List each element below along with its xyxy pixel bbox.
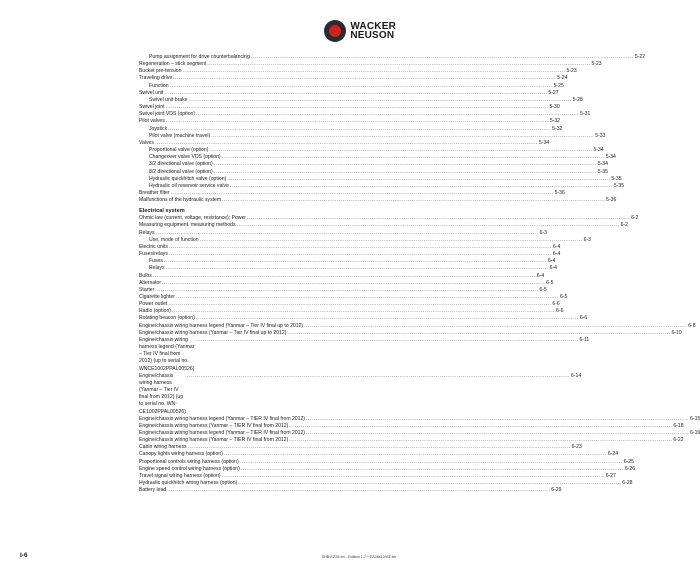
- toc-entry[interactable]: [139, 472, 616, 480]
- toc-entry-page: 5-24: [557, 75, 568, 82]
- toc-entry-page: 6-5: [560, 294, 568, 300]
- toc-leader-dots: [189, 97, 572, 104]
- toc-entry-title: Breather filter: [139, 189, 170, 196]
- toc-entry-title: Power outlet: [139, 301, 168, 308]
- toc-entry-page: 6-26: [624, 465, 636, 472]
- toc-entry-page: 6-14: [570, 372, 582, 379]
- toc-entry-page: 5-23: [591, 61, 602, 68]
- toc-entry[interactable]: [139, 82, 564, 90]
- toc-entry-title: Hydraulic quickhitch wiring harness (option): [139, 480, 238, 487]
- toc-entry-title: 3/2 directional valve (option): [149, 161, 213, 168]
- toc-entry-title: Joystick: [149, 125, 168, 132]
- toc-leader-dots: [196, 315, 579, 322]
- toc-entry-page: 6-8: [688, 322, 696, 329]
- toc-leader-dots: [171, 190, 554, 197]
- toc-entry[interactable]: [139, 444, 582, 451]
- toc-leader-dots: [155, 140, 538, 147]
- toc-entry-page: 6-22: [673, 437, 684, 444]
- toc-entry[interactable]: [139, 222, 628, 229]
- toc-entry-page: 5-27: [548, 89, 559, 96]
- toc-leader-dots: [227, 176, 610, 183]
- toc-entry-title: Swivel unit brake: [149, 96, 188, 103]
- toc-entry-page: 5-30: [549, 104, 560, 111]
- toc-entry[interactable]: [139, 154, 616, 161]
- toc-entry-title: Engine/chassis wiring harness (Yanmar – TIER IV final from 2012): [139, 422, 289, 429]
- toc-entry-page: 6-5: [539, 286, 547, 293]
- toc-entry[interactable]: [139, 429, 700, 437]
- toc-leader-dots: [173, 75, 556, 82]
- toc-entry-page: 6-29: [551, 487, 562, 494]
- toc-leader-dots: [167, 487, 550, 494]
- toc-entry-page: 6-11: [579, 336, 590, 343]
- toc-section-hydraulic: [139, 54, 646, 204]
- toc-entry-title: Proportional controls wiring harness (option): [139, 458, 239, 465]
- toc-leader-dots: [214, 169, 597, 176]
- toc-entry-title: Regeneration – stick segment: [139, 61, 207, 68]
- toc-entry-title: Engine/chassis wiring harness legend (Yanmar – Tier IV final up to 2012): [139, 322, 304, 329]
- toc-leader-dots: [166, 118, 549, 125]
- toc-leader-dots: [207, 61, 590, 68]
- toc-entry-page: 5-32: [552, 125, 563, 132]
- toc-entry[interactable]: [139, 132, 606, 140]
- toc-entry-title: Alternator: [139, 279, 162, 286]
- toc-entry-page: 6-25: [623, 458, 634, 465]
- toc-entry-page: 6-4: [552, 243, 561, 250]
- toc-entry[interactable]: [139, 89, 559, 97]
- section-heading-electrical: Electrical system: [139, 208, 185, 215]
- toc-entry-title: 8/2 directional valve (option): [149, 168, 213, 175]
- toc-entry-title: Hydraulic quickhitch valve (option): [149, 175, 227, 182]
- toc-entry-title: Fuses/relays: [139, 251, 168, 258]
- toc-entry-title: Electric units: [139, 243, 168, 250]
- toc-entry[interactable]: [139, 465, 636, 473]
- toc-entry[interactable]: [139, 61, 602, 68]
- toc-entry-title: Pump assignment for drive counterbalancing: [149, 54, 250, 60]
- toc-entry-title: Changeover valve VDS (option): [149, 154, 221, 161]
- toc-entry[interactable]: [139, 118, 561, 125]
- toc-entry-title: Relays: [139, 229, 155, 236]
- toc-leader-dots: [168, 301, 551, 308]
- toc-entry-page: 5-36: [554, 189, 565, 196]
- toc-leader-dots: [230, 183, 613, 190]
- toc-leader-dots: [224, 451, 607, 458]
- toc-entry[interactable]: [139, 258, 556, 265]
- toc-entry-page: 5-34: [597, 161, 608, 168]
- toc-entry[interactable]: [139, 243, 561, 251]
- toc-entry-title: Bucket pre-tension: [139, 68, 182, 75]
- toc-entry-page: 5-35: [613, 182, 625, 189]
- toc-entry-page: 6-6: [552, 301, 560, 308]
- document-id: SHB EZ28 en - Edition 1.7 * EZ28s10VIZ.fm: [321, 555, 396, 559]
- toc-leader-dots: [169, 244, 552, 251]
- toc-leader-dots: [153, 273, 536, 280]
- toc-leader-dots: [237, 222, 620, 229]
- toc-entry-page: 5-34: [538, 139, 550, 146]
- toc-entry-title: Canopy lights wiring harness (option): [139, 451, 223, 458]
- toc-leader-dots: [170, 83, 553, 90]
- toc-entry-page: 5-36: [606, 197, 617, 204]
- toc-entry-page: 6-3: [539, 229, 547, 236]
- toc-entry-page: 6-2: [620, 222, 628, 229]
- toc-leader-dots: [289, 423, 672, 430]
- toc-entry[interactable]: [139, 251, 561, 258]
- toc-leader-dots: [251, 54, 634, 61]
- toc-entry-title: Function: [149, 82, 169, 89]
- toc-entry-page: 6-10: [671, 329, 682, 336]
- toc-entry-title: Engine/chassis wiring harness (Yanmar – Tier IV final up to 2012): [139, 329, 287, 336]
- toc-entry-title: Swivel unit: [139, 89, 164, 96]
- toc-leader-dots: [182, 68, 565, 75]
- toc-section-electrical: [139, 215, 700, 494]
- toc-entry-page: 6-4: [549, 265, 557, 272]
- toc-leader-dots: [188, 444, 571, 451]
- toc-entry-title: Bulbs: [139, 272, 152, 279]
- toc-entry-title: Measuring equipment, measuring methods: [139, 222, 236, 229]
- toc-entry-title: Pilot valve (machine travel): [149, 132, 211, 139]
- toc-entry-title: Valves: [139, 139, 154, 146]
- toc-entry[interactable]: [139, 104, 560, 111]
- toc-entry-page: 5-23: [566, 68, 577, 75]
- toc-entry-title: Malfunctions of the hydraulic system: [139, 197, 222, 204]
- toc-leader-dots: [195, 337, 578, 344]
- toc-entry[interactable]: [139, 161, 608, 168]
- toc-entry-title: Radio (option): [139, 308, 171, 315]
- toc-entry-title: Pilot valves: [139, 118, 165, 125]
- toc-entry[interactable]: [139, 272, 545, 280]
- toc-entry[interactable]: [139, 139, 550, 147]
- toc-leader-dots: [306, 416, 689, 423]
- toc-leader-dots: [287, 330, 670, 337]
- toc-entry-title: Swivel joint VDS (option): [139, 111, 196, 118]
- toc-leader-dots: [187, 373, 570, 380]
- toc-entry[interactable]: [139, 182, 625, 190]
- toc-entry[interactable]: [139, 451, 619, 458]
- toc-entry-title: Engine/chassis wiring harness (Yanmar – Tier IV final from 2012) (up to serial no. WN-CE1002PPAL00526): [139, 372, 186, 415]
- toc-entry-page: 5-35: [611, 175, 622, 182]
- toc-leader-dots: [169, 251, 552, 258]
- toc-entry[interactable]: [139, 322, 696, 330]
- toc-leader-dots: [168, 126, 551, 133]
- toc-entry-page: 6-4: [547, 258, 556, 265]
- toc-entry-page: 6-5: [546, 279, 554, 286]
- toc-entry[interactable]: [139, 189, 565, 197]
- toc-entry-title: Travel signal wiring harness (option): [139, 472, 221, 479]
- toc-leader-dots: [238, 480, 621, 487]
- toc-leader-dots: [211, 133, 594, 140]
- toc-entry-page: 6-6: [556, 308, 564, 315]
- toc-entry-title: Fuses: [149, 258, 163, 265]
- toc-entry-page: 6-15: [690, 415, 700, 422]
- toc-entry-title: Engine/chassis wiring harness (Yanmar – TIER IV final from 2012): [139, 437, 289, 444]
- toc-leader-dots: [166, 265, 549, 272]
- toc-entry-page: 6-4: [552, 251, 561, 258]
- toc-entry[interactable]: [139, 111, 591, 118]
- toc-entry[interactable]: [139, 68, 577, 75]
- toc-leader-dots: [222, 473, 605, 480]
- toc-entry-title: Ohmic law (current, voltage, resistance); Power: [139, 215, 247, 222]
- toc-entry-title: Cabin wiring harness: [139, 444, 187, 451]
- toc-leader-dots: [200, 237, 583, 244]
- toc-entry[interactable]: [139, 422, 684, 430]
- toc-entry[interactable]: [139, 415, 700, 423]
- toc-entry-page: 6-3: [583, 236, 591, 243]
- toc-entry-title: Swivel joint: [139, 104, 165, 111]
- toc-entry[interactable]: [139, 437, 684, 444]
- toc-entry[interactable]: [139, 168, 608, 176]
- toc-entry[interactable]: [139, 75, 568, 82]
- toc-leader-dots: [289, 437, 672, 444]
- toc-leader-dots: [241, 466, 624, 473]
- toc-leader-dots: [156, 230, 539, 237]
- toc-leader-dots: [172, 308, 555, 315]
- toc-entry-title: Rotating beacon (option): [139, 315, 195, 322]
- toc-entry-title: Battery lead: [139, 487, 167, 494]
- toc-entry-page: 6-24: [607, 451, 619, 458]
- toc-entry-title: Engine/chassis wiring harness legend (Yanmar – TIER IV final from 2012): [139, 429, 306, 436]
- toc-entry-page: 5-34: [593, 147, 604, 154]
- toc-entry[interactable]: [139, 175, 622, 183]
- toc-leader-dots: [176, 294, 559, 301]
- toc-leader-dots: [222, 154, 605, 161]
- toc-leader-dots: [155, 287, 538, 294]
- toc-entry-page: 6-4: [536, 272, 545, 279]
- toc-leader-dots: [196, 111, 579, 118]
- toc-entry-page: 5-35: [597, 168, 608, 175]
- table-of-contents: [139, 54, 700, 494]
- toc-entry[interactable]: [139, 147, 604, 154]
- toc-entry[interactable]: [139, 265, 557, 272]
- toc-leader-dots: [222, 197, 605, 204]
- toc-entry[interactable]: [139, 215, 639, 222]
- toc-entry-page: 6-6: [579, 315, 588, 322]
- toc-entry[interactable]: [139, 236, 591, 244]
- toc-entry[interactable]: [139, 480, 633, 487]
- toc-entry-page: 6-2: [631, 215, 639, 222]
- toc-entry[interactable]: [139, 372, 582, 416]
- toc-entry-title: Relays: [149, 265, 165, 272]
- toc-leader-dots: [162, 280, 545, 287]
- toc-entry-page: 5-33: [595, 132, 606, 139]
- toc-entry-page: 5-28: [572, 96, 583, 103]
- logo-text: WACKER NEUSON: [350, 21, 396, 41]
- toc-entry[interactable]: [139, 329, 682, 337]
- toc-leader-dots: [306, 430, 689, 437]
- toc-entry[interactable]: [139, 315, 588, 322]
- toc-entry-title: Use, mode of function: [149, 236, 199, 243]
- toc-entry-title: Hydraulic oil reservoir service valve: [149, 182, 229, 189]
- toc-entry-page: 5-31: [580, 111, 591, 118]
- toc-entry[interactable]: [139, 197, 617, 204]
- toc-entry-title: Engine/chassis wiring harness legend (Yanmar – Tier IV final from 2012) (up to serial no. WNCE1002PPAL00526): [139, 336, 195, 372]
- toc-leader-dots: [164, 258, 547, 265]
- toc-entry-page: 6-18: [673, 422, 684, 429]
- toc-entry-title: Starter: [139, 286, 155, 293]
- toc-entry-page: 5-32: [549, 118, 561, 125]
- toc-entry-page: 5-25: [553, 82, 564, 89]
- toc-entry-title: Engine speed control wiring harness (option): [139, 465, 240, 472]
- toc-entry[interactable]: [139, 286, 547, 294]
- toc-entry[interactable]: [139, 54, 646, 61]
- toc-entry-title: Proportional valve (option): [149, 147, 209, 154]
- toc-leader-dots: [304, 323, 687, 330]
- toc-leader-dots: [240, 459, 623, 466]
- toc-entry-title: Traveling drive: [139, 75, 173, 82]
- toc-leader-dots: [247, 215, 630, 222]
- toc-entry[interactable]: [139, 301, 560, 308]
- toc-entry-title: Cigarette lighter: [139, 294, 175, 300]
- toc-leader-dots: [214, 161, 597, 168]
- toc-entry[interactable]: [139, 336, 590, 373]
- toc-leader-dots: [164, 90, 547, 97]
- toc-entry-page: 6-23: [571, 444, 582, 451]
- page-number: I-6: [20, 552, 28, 559]
- toc-entry-page: 5-22: [634, 54, 646, 60]
- toc-entry[interactable]: [139, 279, 554, 287]
- toc-entry[interactable]: [139, 487, 562, 494]
- toc-entry-page: 6-27: [605, 472, 616, 479]
- wacker-neuson-logo-icon: [324, 20, 346, 42]
- toc-entry-page: 6-19: [690, 429, 700, 436]
- toc-entry-title: Engine/chassis wiring harness legend (Yanmar – TIER IV final from 2012): [139, 415, 306, 422]
- toc-entry-page: 6-28: [622, 480, 633, 487]
- toc-entry-page: 5-34: [605, 154, 616, 161]
- toc-leader-dots: [165, 104, 548, 111]
- toc-entry[interactable]: [139, 294, 568, 301]
- toc-entry[interactable]: [139, 125, 563, 133]
- toc-leader-dots: [209, 147, 592, 154]
- toc-entry[interactable]: [139, 458, 634, 466]
- brand-logo: [324, 20, 396, 42]
- toc-entry[interactable]: [139, 96, 583, 104]
- toc-entry[interactable]: [139, 308, 564, 315]
- toc-entry[interactable]: [139, 229, 547, 237]
